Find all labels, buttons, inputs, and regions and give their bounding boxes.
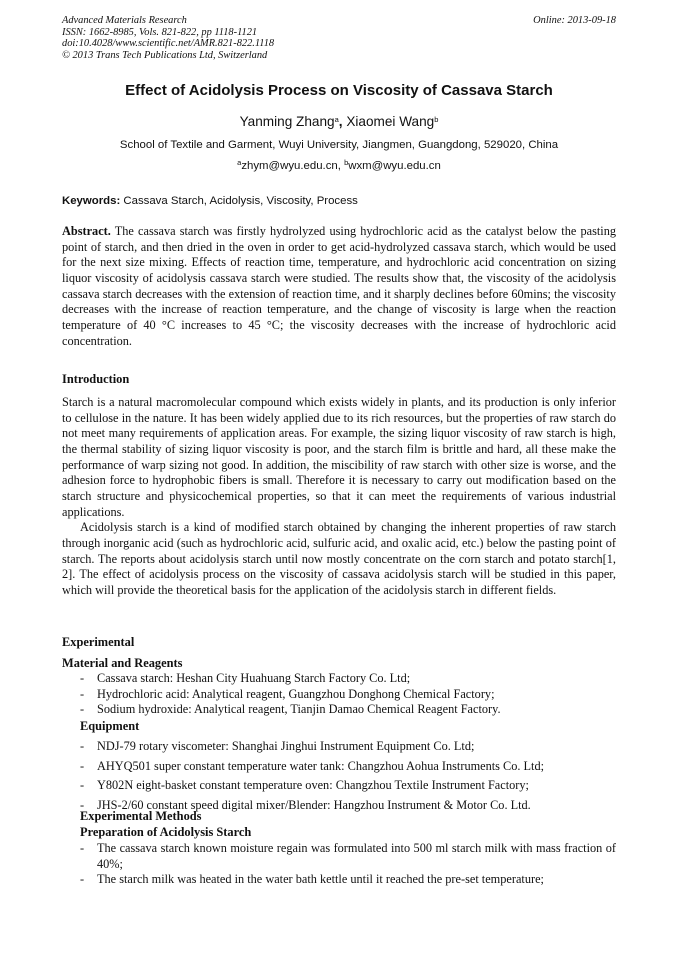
list-dash: - bbox=[80, 778, 85, 793]
paper-title: Effect of Acidolysis Process on Viscosity of Cassava Starch bbox=[125, 82, 553, 99]
list-item-text: Y802N eight-basket constant temperature oven: Changzhou Textile Instrument Factory; bbox=[97, 778, 529, 793]
list-item-text: The starch milk was heated in the water bath kettle until it reached the pre-set temperature; bbox=[97, 872, 544, 887]
equipment-heading: Equipment bbox=[80, 719, 140, 733]
list-dash: - bbox=[80, 797, 85, 812]
intro-paragraph-1: Starch is a natural macromolecular compound which exists widely in plants, and its production is only inferior to cellulose in the nature. It has been widely applied due to its rich resources, but the properties of raw starch do not meet many requirements of application areas. For example, the sizing liquor viscosity of raw starch is high, the thermal stability of sizing liquor viscosity is poor, and the starch film is brittle and hard, all these make the performance of warp sizing not good. In addition, the miscibility of raw starch with other size is worse, and the adhesion force to hydrophobic fibers is small. Therefore it is necessary to carry out modification based on the starch structure and physicochemical properties, so that it can meet the requirements of various industrial applications. bbox=[62, 395, 616, 519]
methods-heading: Experimental Methods bbox=[80, 809, 202, 823]
list-item-text: Sodium hydroxide: Analytical reagent, Tianjin Damao Chemical Reagent Factory. bbox=[97, 702, 501, 717]
list-item-text: The cassava starch known moisture regain was formulated into 500 ml starch milk with mass fraction of 40%; bbox=[97, 841, 616, 871]
affiliation: School of Textile and Garment, Wuyi University, Jiangmen, Guangdong, 529020, China bbox=[119, 139, 559, 151]
list-item bbox=[80, 776, 616, 796]
list-dash: - bbox=[80, 702, 85, 717]
abstract bbox=[62, 224, 616, 349]
list-item bbox=[80, 671, 616, 687]
abstract-text: The cassava starch was firstly hydrolyzed using hydrochloric acid as the catalyst below the pasting point of starch, and then dried in the oven in order to get acid-hydrolyzed cassava starch, which would be used for the next size mixing. Effects of reaction time, temperature, and hydrochloric acid concentration on sizing liquor viscosity of acidolysis cassava starch were studied. The results show that, the viscosity of the acidolysis cassava starch decreases with the extension of reaction time, and it sharply declines before 60mins; the viscosity decreases with the increase of reaction temperature, and the change of viscosity is large when the reaction temperature of 40 °C increases to 45 °C; the viscosity decreases with the increase of hydrochloric acid concentration. bbox=[62, 224, 616, 348]
journal-name: Advanced Materials Research bbox=[62, 15, 187, 26]
preparation-list bbox=[80, 841, 616, 888]
email-b-sup: b bbox=[344, 158, 349, 167]
introduction-body bbox=[62, 395, 616, 599]
list-dash: - bbox=[80, 841, 85, 855]
materials-heading: Material and Reagents bbox=[62, 656, 183, 670]
author-line bbox=[62, 114, 616, 129]
list-item bbox=[80, 702, 616, 718]
email-a-sup: a bbox=[237, 158, 242, 167]
email-a: zhym@wyu.edu.cn, bbox=[241, 160, 345, 172]
equipment-list bbox=[80, 737, 616, 815]
list-item bbox=[80, 737, 616, 757]
author-2-sup: b bbox=[434, 115, 439, 124]
list-dash: - bbox=[80, 872, 85, 887]
author-1: Yanming Zhang bbox=[239, 114, 335, 129]
keywords-text: Cassava Starch, Acidolysis, Viscosity, Process bbox=[120, 195, 358, 207]
list-dash: - bbox=[80, 739, 85, 753]
list-item-text: NDJ-79 rotary viscometer: Shanghai Jinghui Instrument Equipment Co. Ltd; bbox=[97, 739, 475, 753]
keywords-label: Keywords: bbox=[62, 195, 121, 207]
intro-paragraph-2: Acidolysis starch is a kind of modified starch obtained by changing the inherent properties of raw starch through inorganic acid (such as hydrochloric acid, sulfuric acid, and oxalic acid, etc.) below the pasting point of starch. The reports about acidolysis starch until now mostly concentrate on the corn starch and potato starch[1, 2]. The effect of acidolysis process on the viscosity of cassava acidolysis starch will be studied in this paper, which will provide the theoretical basis for the application of the acidolysis starch in different fields. bbox=[62, 520, 616, 597]
running-header bbox=[62, 15, 616, 61]
abstract-label: Abstract. bbox=[62, 224, 111, 238]
list-item bbox=[80, 757, 616, 777]
list-item bbox=[80, 841, 616, 872]
list-item-text: JHS-2/60 constant speed digital mixer/Blender: Hangzhou Instrument & Motor Co. Ltd. bbox=[97, 797, 531, 812]
list-dash: - bbox=[80, 671, 85, 685]
list-dash: - bbox=[80, 758, 85, 773]
author-separator: , bbox=[338, 114, 347, 129]
list-item-text: Cassava starch: Heshan City Huahuang Starch Factory Co. Ltd; bbox=[97, 671, 411, 685]
doi-line: doi:10.4028/www.scientific.net/AMR.821-822.1118 bbox=[62, 38, 275, 50]
list-item-text: Hydrochloric acid: Analytical reagent, Guangzhou Donghong Chemical Factory; bbox=[97, 686, 495, 701]
list-item-text: AHYQ501 super constant temperature water tank: Changzhou Aohua Instruments Co. Ltd; bbox=[97, 758, 545, 773]
introduction-heading: Introduction bbox=[62, 372, 130, 386]
preparation-heading: Preparation of Acidolysis Starch bbox=[80, 825, 252, 839]
keywords bbox=[62, 195, 616, 207]
copyright-line: © 2013 Trans Tech Publications Ltd, Switzerland bbox=[62, 49, 268, 61]
author-2: Xiaomei Wang bbox=[346, 114, 435, 129]
email-line bbox=[62, 160, 616, 172]
email-b: wxm@wyu.edu.cn bbox=[348, 160, 441, 172]
online-date: Online: 2013-09-18 bbox=[533, 15, 616, 26]
author-1-sup: a bbox=[334, 115, 339, 124]
list-item bbox=[80, 687, 616, 703]
experimental-heading: Experimental bbox=[62, 635, 135, 649]
materials-list bbox=[80, 671, 616, 718]
issn-line: ISSN: 1662-8985, Vols. 821-822, pp 1118-1121 bbox=[62, 26, 258, 38]
list-dash: - bbox=[80, 686, 85, 701]
list-item bbox=[80, 872, 616, 888]
